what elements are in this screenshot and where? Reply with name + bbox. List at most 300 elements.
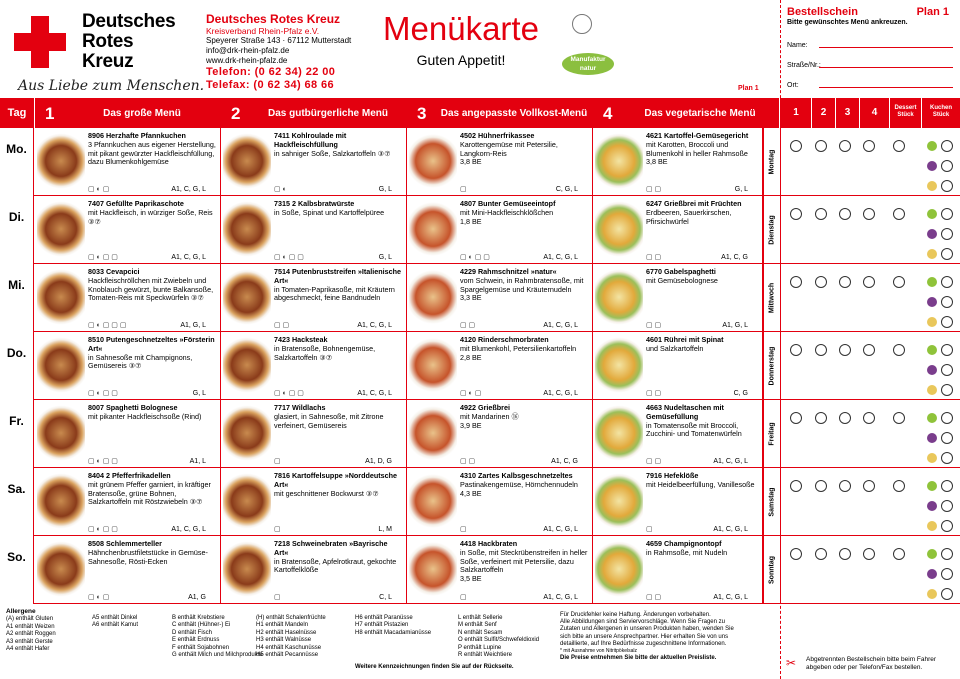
dish-title: 4621 Kartoffel-Gemüsegericht <box>646 131 749 140</box>
dish-title: 4310 Zartes Kalbsgeschnetzeltes <box>460 471 573 480</box>
dish-photo <box>37 335 85 395</box>
diet-icons: ▢ <box>274 594 281 601</box>
weekday-label: Dienstag <box>763 196 779 264</box>
day-row <box>0 536 960 604</box>
allergen-codes: G, L <box>378 254 392 261</box>
cake-checkbox[interactable] <box>941 568 953 580</box>
order-checkbox[interactable] <box>863 480 875 492</box>
cake-checkbox[interactable] <box>941 384 953 396</box>
allergen-codes: A1, C, G, L <box>543 322 578 329</box>
dish-photo <box>37 267 85 327</box>
dish-cell <box>593 128 763 196</box>
dish-cell <box>407 468 593 536</box>
order-plan: Plan 1 <box>916 6 949 18</box>
cake-checkbox[interactable] <box>941 520 953 532</box>
diet-icons: ▢ ◐ ▢ ▢ <box>274 254 304 261</box>
dish-photo <box>37 403 85 463</box>
order-checkbox[interactable] <box>893 548 905 560</box>
cake-checkbox[interactable] <box>941 432 953 444</box>
day-row <box>0 264 960 332</box>
cake-icon <box>927 249 937 259</box>
order-checkbox[interactable] <box>893 140 905 152</box>
cake-icon <box>927 521 937 531</box>
cake-checkbox[interactable] <box>941 180 953 192</box>
cake-checkbox[interactable] <box>941 344 953 356</box>
dish-cell <box>593 400 763 468</box>
order-hint: Bitte gewünschtes Menü ankreuzen. <box>787 19 908 26</box>
cake-icon <box>927 229 937 239</box>
dish-photo <box>409 335 457 395</box>
allergen-codes: A1, C, G, L <box>357 322 392 329</box>
cake-checkbox[interactable] <box>941 588 953 600</box>
bread-units: 1,8 BE <box>460 216 482 226</box>
cake-checkbox[interactable] <box>941 160 953 172</box>
diet-icons: ▢ <box>460 526 467 533</box>
cake-checkbox[interactable] <box>941 452 953 464</box>
order-checkbox[interactable] <box>863 548 875 560</box>
dish-cell <box>35 468 221 536</box>
allergen-col-4: (H) enthält Schalenfrüchte H1 enthält Mandeln H2 enthält Haselnüsse H3 enthält Walnüsse H4 enthält Kaschunüsse H5 enthält Pecannüsse <box>256 615 326 659</box>
order-checkbox[interactable] <box>815 412 827 424</box>
contact-block: Deutsches Rotes Kreuz Kreisverband Rhein-Pfalz e.V. Speyerer Straße 143 · 67112 Mutterstadt info@drk-rhein-pfalz.de www.drk-rhein-pfalz.de Telefon: (0 62 34) 22 00 Telefax: (0 62 34) 68 66 <box>206 12 352 91</box>
dish-cell <box>407 128 593 196</box>
dish-photo <box>409 471 457 531</box>
order-checkbox[interactable] <box>815 344 827 356</box>
diet-icons: ▢ ◐ ▢ ▢ <box>88 526 118 533</box>
allergen-codes: A1, C, G, L <box>543 594 578 601</box>
cake-checkbox[interactable] <box>941 208 953 220</box>
dish-title: 8033 Cevapcici <box>88 267 140 276</box>
dish-photo <box>223 199 271 259</box>
red-cross-logo <box>14 16 66 68</box>
dish-description: Hackfleischröllchen mit Zwiebeln und Knoblauch gewürzt, bunte Balkansoße, Tomaten-Reis mit Speckwürfeln ③⑦ <box>88 275 214 303</box>
order-checkbox[interactable] <box>790 140 802 152</box>
dish-title: 7411 Kohlroulade mit Hackfleischfüllung <box>274 131 347 149</box>
allergen-codes: C, L <box>379 594 392 601</box>
order-checkbox[interactable] <box>863 276 875 288</box>
cake-checkbox[interactable] <box>941 500 953 512</box>
dish-cell <box>593 332 763 400</box>
order-col-1: 1 <box>781 98 811 128</box>
dish-title: 4502 Hühnerfrikassee <box>460 131 535 140</box>
allergen-codes: C, G <box>733 390 748 397</box>
dish-photo <box>37 131 85 191</box>
day-label: Sa. <box>0 468 34 536</box>
order-checkbox[interactable] <box>863 208 875 220</box>
allergen-codes: A1, C, G, L <box>713 458 748 465</box>
dish-photo <box>37 199 85 259</box>
dessert-header: Dessert Stück <box>889 98 921 128</box>
order-checkbox[interactable] <box>790 344 802 356</box>
dish-title: 4659 Champignontopf <box>646 539 722 548</box>
diet-icons: ▢ ▢ <box>646 458 662 465</box>
order-checkbox[interactable] <box>839 208 851 220</box>
allergen-codes: A1, C, G, L <box>543 254 578 261</box>
dish-title: 4663 Nudeltaschen mit Gemüsefüllung <box>646 403 724 421</box>
dish-photo <box>409 199 457 259</box>
diet-icons: ▢ ▢ <box>646 594 662 601</box>
dish-title: 8508 Schlemmerteller <box>88 539 162 548</box>
dish-description: mit grünem Pfeffer garniert, in kräftiger Bratensoße, grüne Bohnen, Salzkartoffeln mit Röstzwiebeln ③⑦ <box>88 479 211 507</box>
dish-photo <box>223 335 271 395</box>
diet-icons: ▢ ◐ ▢ <box>460 390 482 397</box>
dish-title: 8906 Herzhafte Pfannkuchen <box>88 131 186 140</box>
diet-icons: ▢ ▢ <box>646 254 662 261</box>
dish-description: in Soße, mit Steckrübenstreifen in heller Soße, verfeinert mit Petersilie, dazu Salzkartoffeln <box>460 547 588 575</box>
dish-description: mit Karotten, Broccoli und Blumenkohl in heller Rahmsoße <box>646 139 748 158</box>
diet-icons: ▢ ◐ ▢ ▢ <box>460 254 490 261</box>
cake-header: Kuchen Stück <box>921 98 960 128</box>
order-checkbox[interactable] <box>839 412 851 424</box>
dish-description: vom Schwein, in Rahmbratensoße, mit Spargelgemüse und Kräuternudeln <box>460 275 584 294</box>
dish-title: 8404 2 Pfefferfrikadellen <box>88 471 171 480</box>
city-field[interactable]: Ort: <box>787 82 953 89</box>
dish-description: mit Mini-Hackfleischklößchen <box>460 207 554 217</box>
menu-4-header: 4 Das vegetarische Menü <box>593 98 779 128</box>
dish-description: glasiert, in Sahnesoße, mit Zitrone verfeinert, Gemüsereis <box>274 411 384 430</box>
order-checkbox[interactable] <box>893 276 905 288</box>
cake-checkbox[interactable] <box>941 412 953 424</box>
dish-cell <box>593 264 763 332</box>
order-checkbox[interactable] <box>863 344 875 356</box>
day-label: Di. <box>0 196 34 264</box>
bread-units: 3,9 BE <box>460 420 482 430</box>
dish-description: mit geschnittener Bockwurst ③⑦ <box>274 488 379 498</box>
allergen-col-6: L enthält Sellerie M enthält Senf N enthält Sesam O enthält Sulfit/Schwefeldioxid P enthält Lupine R enthält Weichtiere <box>458 615 540 659</box>
cake-icon <box>927 413 937 423</box>
diet-icons: ▢ ▢ <box>646 322 662 329</box>
dish-photo <box>409 539 457 599</box>
order-form <box>787 6 955 89</box>
dish-photo <box>595 131 643 191</box>
diet-icons: ▢ <box>646 526 653 533</box>
allergen-codes: A1, G, L <box>722 322 748 329</box>
diet-icons: ▢ <box>460 594 467 601</box>
dish-photo <box>223 403 271 463</box>
weekday-label: Samstag <box>763 468 779 536</box>
dish-title: 8007 Spaghetti Bolognese <box>88 403 178 412</box>
cake-icon <box>927 181 937 191</box>
order-checkbox[interactable] <box>815 276 827 288</box>
order-col-2: 2 <box>811 98 835 128</box>
dish-title: 7717 Wildlachs <box>274 403 326 412</box>
dish-cell <box>407 196 593 264</box>
diet-icons: ▢ ▢ <box>460 458 476 465</box>
day-row <box>0 468 960 536</box>
dish-description: Hähnchenbrustfiletstücke in Gemüse-Sahnesoße, Rösti-Ecken <box>88 547 208 566</box>
day-label: Mo. <box>0 128 34 196</box>
bread-units: 3,3 BE <box>460 293 482 303</box>
day-label: Mi. <box>0 264 34 332</box>
disclaimer: Für Druckfehler keine Haftung. Änderungen vorbehalten. Alle Abbildungen sind Serviervorschläge. Wenn Sie Fragen zu Zutaten und Allergenen in unseren Produkten haben, wenden Sie sich bitte an unsere Ansprechpartner. Hier erhalten Sie von uns detaillierte, auf Ihre Bedürfnisse zugeschnittene Informationen. * mit Ausnahme von Nitritpökelsalz Die Preise entnehmen Sie bitte der aktuellen Preisliste. <box>560 612 734 662</box>
order-checkbox[interactable] <box>790 548 802 560</box>
dish-description: mit pikanter Hackfleischsoße (Rind) <box>88 411 202 421</box>
cake-checkbox[interactable] <box>941 296 953 308</box>
dish-photo <box>37 471 85 531</box>
order-checkbox[interactable] <box>790 480 802 492</box>
cake-checkbox[interactable] <box>941 316 953 328</box>
dish-cell <box>35 400 221 468</box>
order-checkbox[interactable] <box>893 480 905 492</box>
dish-photo <box>409 131 457 191</box>
allergen-codes: G, L <box>192 390 206 397</box>
dish-title: 7514 Putenbruststreifen »Italienische Art« <box>274 267 402 285</box>
order-checkbox[interactable] <box>815 480 827 492</box>
cut-note: Abgetrennten Bestellschein bitte beim Fahrer abgeben oder per Telefon/Fax bestellen. <box>806 656 937 671</box>
dish-description: mit Heidelbeerfüllung, Vanillesoße <box>646 479 755 489</box>
dish-cell <box>593 536 763 604</box>
diet-icons: ▢ <box>274 526 281 533</box>
order-checkbox[interactable] <box>863 140 875 152</box>
cake-checkbox[interactable] <box>941 548 953 560</box>
manufaktur-badge: Manufaktur natur <box>562 53 614 75</box>
allergen-codes: A1, G <box>188 594 206 601</box>
diet-icons: ▢ ◐ ▢ <box>88 594 110 601</box>
dish-description: Pastinakengemüse, Hörnchennudeln <box>460 479 578 489</box>
allergen-codes: A1, C, G <box>551 458 578 465</box>
dish-cell <box>35 536 221 604</box>
order-col-4: 4 <box>859 98 889 128</box>
dish-cell <box>221 400 407 468</box>
diet-icons: ▢ ▢ <box>460 322 476 329</box>
order-checkbox[interactable] <box>863 412 875 424</box>
dish-description: in Bratensoße, Apfelrotkraut, gekochte Kartoffelklöße <box>274 556 397 575</box>
cake-icon <box>927 161 937 171</box>
dish-photo <box>595 539 643 599</box>
dish-title: 7423 Hacksteak <box>274 335 328 344</box>
order-title: Bestellschein <box>787 6 858 18</box>
order-checkbox[interactable] <box>839 480 851 492</box>
dish-description: Karottengemüse mit Petersilie, Langkorn-Reis <box>460 139 558 158</box>
dish-description: mit Blumenkohl, Petersilienkartoffeln <box>460 343 577 353</box>
dish-cell <box>407 264 593 332</box>
allergen-codes: A1, C, G, L <box>543 390 578 397</box>
bread-units: 2,8 BE <box>460 352 482 362</box>
dish-description: in sahniger Soße, Salzkartoffeln ③⑦ <box>274 148 391 158</box>
dish-description: mit Hackfleisch, in würziger Soße, Reis ③⑦ <box>88 207 213 226</box>
dish-cell <box>221 536 407 604</box>
day-row <box>0 400 960 468</box>
bread-units: 4,3 BE <box>460 488 482 498</box>
cake-checkbox[interactable] <box>941 140 953 152</box>
dish-title: 6770 Gabelspaghetti <box>646 267 716 276</box>
allergen-codes: A1, C, G, L <box>357 390 392 397</box>
order-checkbox[interactable] <box>790 412 802 424</box>
slogan: Aus Liebe zum Menschen. <box>18 78 205 94</box>
diet-icons: ▢ ▢ <box>646 186 662 193</box>
dish-description: 3 Pfannkuchen aus eigener Herstellung, mit pikant gewürzter Hackfleischfüllung, dazu Blumenkohlgemüse <box>88 139 216 167</box>
dish-photo <box>223 131 271 191</box>
cake-icon <box>927 317 937 327</box>
dish-photo <box>223 539 271 599</box>
order-checkbox[interactable] <box>815 140 827 152</box>
allergen-codes: A1, C, G <box>721 254 748 261</box>
order-checkbox[interactable] <box>839 140 851 152</box>
order-checkbox[interactable] <box>839 276 851 288</box>
order-checkbox[interactable] <box>815 548 827 560</box>
cake-icon <box>927 297 937 307</box>
plan-label: Plan 1 <box>738 85 759 92</box>
dish-description: mit Gemüsebolognese <box>646 275 718 285</box>
allergen-codes: G, L <box>734 186 748 193</box>
dish-photo <box>409 267 457 327</box>
dish-cell <box>35 264 221 332</box>
diet-icons: ▢ ◐ ▢ ▢ <box>274 390 304 397</box>
weekday-label: Donnerstag <box>763 332 779 400</box>
order-checkbox[interactable] <box>893 344 905 356</box>
street-field[interactable]: Straße/Nr.: <box>787 62 953 69</box>
allergen-codes: A1, C, G, L <box>171 526 206 533</box>
diet-icons: ▢ ◐ ▢ ▢ ▢ <box>88 322 127 329</box>
diet-icons: ▢ ▢ <box>274 322 290 329</box>
cake-checkbox[interactable] <box>941 276 953 288</box>
day-label: Do. <box>0 332 34 400</box>
order-col-3: 3 <box>835 98 859 128</box>
allergen-codes: C, G, L <box>555 186 578 193</box>
allergen-codes: G, L <box>378 186 392 193</box>
bread-units: 3,8 BE <box>646 157 668 167</box>
cake-icon <box>927 433 937 443</box>
order-checkbox[interactable] <box>893 208 905 220</box>
dish-title: 7315 2 Kalbsbratwürste <box>274 199 355 208</box>
day-row <box>0 196 960 264</box>
dish-title: 8510 Putengeschnetzeltes »Försterin Art« <box>88 335 215 353</box>
dish-title: 4807 Bunter Gemüseeintopf <box>460 199 556 208</box>
cake-icon <box>927 209 937 219</box>
cake-icon <box>927 589 937 599</box>
allergen-col-1: Allergene (A) enthält Gluten A1 enthält Weizen A2 enthält Roggen A3 enthält Gerste A4 enthält Hafer <box>6 608 56 653</box>
dish-title: 7816 Kartoffelsuppe »Norddeutsche Art« <box>274 471 398 489</box>
day-label: Fr. <box>0 400 34 468</box>
dish-cell <box>407 332 593 400</box>
dish-cell <box>593 196 763 264</box>
cake-checkbox[interactable] <box>941 364 953 376</box>
dish-title: 4120 Rinderschmorbraten <box>460 335 549 344</box>
order-checkbox[interactable] <box>839 548 851 560</box>
dish-title: 4418 Hackbraten <box>460 539 518 548</box>
dish-photo <box>37 539 85 599</box>
allergen-codes: A1, C, G, L <box>171 186 206 193</box>
order-checkbox[interactable] <box>790 208 802 220</box>
allergen-col-5: H6 enthält Paranüsse H7 enthält Pistazien H8 enthält Macadamianüsse <box>355 615 432 636</box>
allergen-codes: A1, C, G, L <box>713 526 748 533</box>
org-name: Deutsches Rotes Kreuz <box>82 11 176 72</box>
dish-cell <box>221 128 407 196</box>
allergen-codes: A1, L <box>189 458 206 465</box>
cake-icon <box>927 453 937 463</box>
allergen-codes: A1, C, G, L <box>171 254 206 261</box>
dish-cell <box>593 468 763 536</box>
more-info: Weitere Kennzeichnungen finden Sie auf der Rückseite. <box>355 664 514 670</box>
diet-icons: ▢ <box>460 186 467 193</box>
weekday-label: Freitag <box>763 400 779 468</box>
allergen-col-2: A5 enthält Dinkel A6 enthält Kamut <box>92 615 139 629</box>
diet-icons: ▢ ◐ <box>274 186 287 193</box>
diet-icons: ▢ ◐ ▢ <box>88 186 110 193</box>
day-label: So. <box>0 536 34 604</box>
dish-photo <box>595 403 643 463</box>
diet-icons: ▢ ◐ ▢ ▢ <box>88 254 118 261</box>
cake-icon <box>927 345 937 355</box>
allergen-col-3: B enthält Krebstiere C enthält (Hühner-) Ei D enthält Fisch E enthält Erdnuss F enthält Sojabohnen G enthält Milch und Milchprodukte <box>172 615 263 659</box>
allergen-codes: A1, D, G <box>365 458 392 465</box>
dish-title: 4601 Rührei mit Spinat <box>646 335 724 344</box>
dish-title: 7218 Schweinebraten »Bayrische Art« <box>274 539 388 557</box>
order-checkbox[interactable] <box>790 276 802 288</box>
page-subtitle: Guten Appetit! <box>416 52 506 68</box>
menu-3-header: 3 Das angepasste Vollkost-Menü <box>407 98 593 128</box>
weekday-label: Mittwoch <box>763 264 779 332</box>
order-checkbox[interactable] <box>839 344 851 356</box>
dish-cell <box>221 332 407 400</box>
cake-icon <box>927 501 937 511</box>
dish-description: in Tomatensoße mit Broccoli, Zucchini- und Tomatenwürfeln <box>646 420 742 439</box>
cake-icon <box>927 385 937 395</box>
cake-icon <box>927 549 937 559</box>
dish-photo <box>223 267 271 327</box>
dish-description: in Rahmsoße, mit Nudeln <box>646 547 728 557</box>
dish-title: 4922 Grießbrei <box>460 403 510 412</box>
day-row <box>0 332 960 400</box>
dish-cell <box>35 196 221 264</box>
cake-checkbox[interactable] <box>941 248 953 260</box>
cake-icon <box>927 569 937 579</box>
dish-cell <box>221 264 407 332</box>
dish-title: 7916 Hefeklöße <box>646 471 699 480</box>
day-row <box>0 128 960 196</box>
page-title: Menükarte <box>383 10 539 47</box>
dish-description: mit Mandarinen ⑯ <box>460 411 519 421</box>
dish-title: 7407 Gefüllte Paprikaschote <box>88 199 184 208</box>
order-checkbox[interactable] <box>893 412 905 424</box>
allergen-codes: A1, G, L <box>180 322 206 329</box>
allergen-codes: A1, C, G, L <box>543 526 578 533</box>
diet-icons: ▢ ◐ ▢ ▢ <box>88 390 118 397</box>
name-field[interactable]: Name: <box>787 42 953 49</box>
day-header: Tag <box>0 98 34 128</box>
menu-2-header: 2 Das gutbürgerliche Menü <box>221 98 407 128</box>
cake-icon <box>927 365 937 375</box>
scissors-icon: ✂ <box>786 656 797 670</box>
dish-photo <box>595 267 643 327</box>
quality-seal-icon <box>572 14 592 34</box>
bread-units: 3,5 BE <box>460 574 482 584</box>
dish-photo <box>409 403 457 463</box>
dish-description: in Soße, Spinat und Kartoffelpüree <box>274 207 385 217</box>
cake-checkbox[interactable] <box>941 228 953 240</box>
dish-photo <box>223 471 271 531</box>
dish-description: und Salzkartoffeln <box>646 343 704 353</box>
diet-icons: ▢ <box>274 458 281 465</box>
dish-description: in Bratensoße, Bohnengemüse, Salzkartoffeln ③⑦ <box>274 343 376 362</box>
diet-icons: ▢ ◐ ▢ ▢ <box>88 458 118 465</box>
bread-units: 3,8 BE <box>460 157 482 167</box>
cake-icon <box>927 481 937 491</box>
diet-icons: ▢ ▢ <box>646 390 662 397</box>
order-checkbox[interactable] <box>815 208 827 220</box>
weekday-label: Sonntag <box>763 536 779 604</box>
cake-icon <box>927 141 937 151</box>
dish-description: in Tomaten-Paprikasoße, mit Kräutern abgeschmeckt, feine Bandnudeln <box>274 284 395 303</box>
weekday-label: Montag <box>763 128 779 196</box>
dish-cell <box>407 536 593 604</box>
dish-cell <box>35 128 221 196</box>
allergen-codes: A1, C, G, L <box>713 594 748 601</box>
menu-1-header: 1 Das große Menü <box>35 98 221 128</box>
dish-cell <box>407 400 593 468</box>
dish-photo <box>595 199 643 259</box>
cake-checkbox[interactable] <box>941 480 953 492</box>
